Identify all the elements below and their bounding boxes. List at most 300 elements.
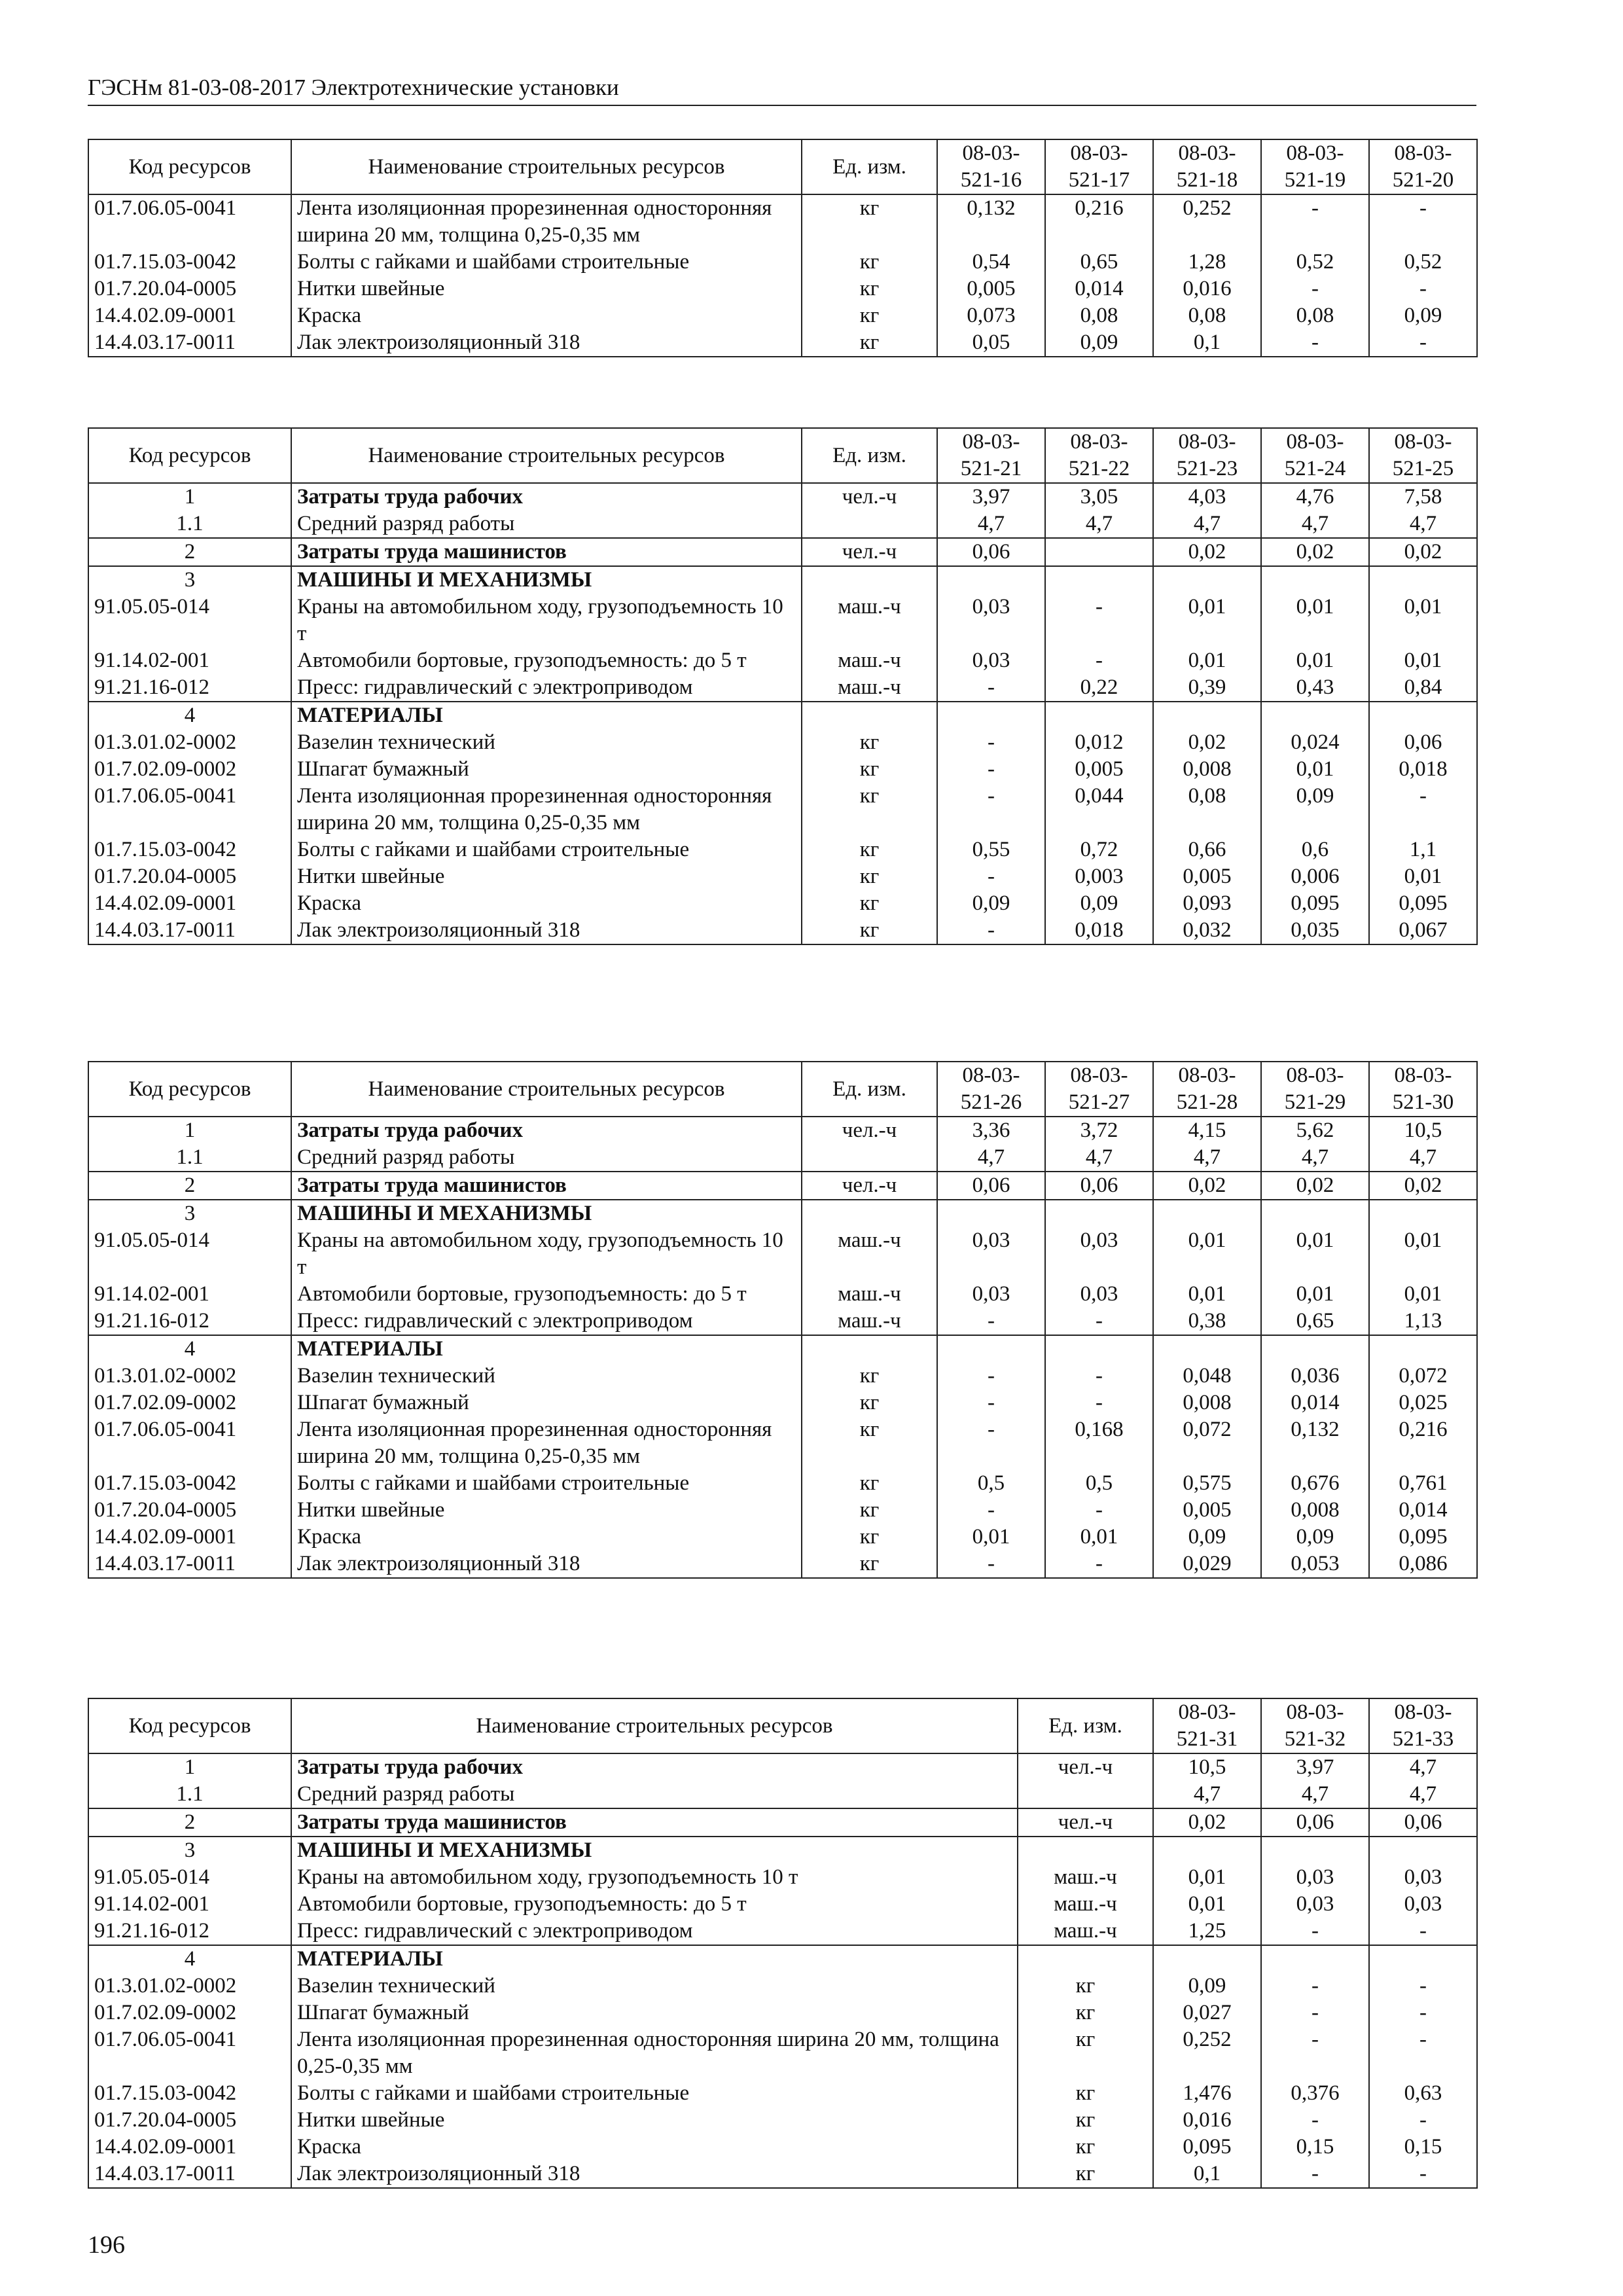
resource-value: 0,032 [1153,917,1261,944]
resource-value [1261,1837,1369,1864]
resource-unit [1018,1945,1153,1973]
resource-name: Затраты труда машинистов [291,1808,1018,1837]
resource-code: 4 [88,1335,291,1363]
resource-value: 3,72 [1045,1117,1153,1144]
resource-code: 2 [88,1808,291,1837]
resource-value: 4,7 [1045,1144,1153,1172]
resource-value [1153,566,1261,594]
header-column: 08-03-521-27 [1045,1062,1153,1117]
resource-value: 0,02 [1261,1172,1369,1200]
resource-unit: маш.-ч [1018,1918,1153,1945]
resource-value: 0,01 [1153,1891,1261,1918]
resource-value: - [937,674,1045,702]
resource-unit: маш.-ч [1018,1891,1153,1918]
table-row [88,1837,1477,1864]
resource-value: 0,024 [1261,729,1369,756]
resource-unit: кг [1018,2080,1153,2107]
resource-value: 0,06 [1261,1808,1369,1837]
resource-value [1261,566,1369,594]
resource-value: 3,97 [1261,1753,1369,1781]
resource-name: Лак электроизоляционный 318 [291,329,802,357]
resource-value: 4,7 [937,1144,1045,1172]
resource-value: 0,252 [1153,194,1261,249]
resource-value: - [1261,276,1369,302]
header-column: 08-03-521-28 [1153,1062,1261,1117]
resource-unit: кг [802,756,937,783]
resource-unit: чел.-ч [802,483,937,511]
resource-value: 0,252 [1153,2026,1261,2080]
header-column: 08-03-521-26 [937,1062,1045,1117]
resource-unit: чел.-ч [1018,1753,1153,1781]
resource-code: 01.7.15.03-0042 [88,836,291,863]
resource-code: 1.1 [88,1144,291,1172]
resource-name: Автомобили бортовые, грузоподъемность: до 5 т [291,1891,1018,1918]
resource-value: 0,15 [1369,2134,1477,2161]
resource-value: - [1369,2026,1477,2080]
resource-value: 4,7 [1153,511,1261,538]
resource-value [1369,702,1477,729]
resource-value [1153,1335,1261,1363]
resource-unit: маш.-ч [802,674,937,702]
resource-value: 0,02 [1261,538,1369,566]
resource-value: 0,01 [1261,647,1369,674]
table-row [88,276,1477,302]
resource-value: 0,01 [1153,1227,1261,1281]
resource-value: 0,03 [1261,1891,1369,1918]
resource-value: 0,08 [1153,302,1261,329]
header-column: 08-03-521-32 [1261,1698,1369,1753]
header-code: Код ресурсов [88,428,291,483]
resource-name: Шпагат бумажный [291,1390,802,1416]
table-row [88,1551,1477,1578]
resource-code: 01.7.02.09-0002 [88,2000,291,2026]
resource-value [1261,1200,1369,1227]
resource-value: 0,09 [1045,890,1153,917]
resource-unit: кг [802,1470,937,1497]
resource-value [1045,1335,1153,1363]
resource-value [937,702,1045,729]
resource-unit [1018,1781,1153,1808]
resource-value: 0,5 [1045,1470,1153,1497]
resource-value: 1,1 [1369,836,1477,863]
resource-value: 0,036 [1261,1363,1369,1390]
resource-value: - [937,1390,1045,1416]
resource-table-1 [88,139,1478,357]
resource-name: Средний разряд работы [291,1781,1018,1808]
resource-value: 3,05 [1045,483,1153,511]
header-code: Код ресурсов [88,1062,291,1117]
table-row [88,1117,1477,1144]
resource-value: 7,58 [1369,483,1477,511]
resource-value [1153,1945,1261,1973]
table-row [88,1390,1477,1416]
resource-unit: кг [802,1524,937,1551]
resource-unit: маш.-ч [802,1281,937,1308]
resource-value: - [1045,1308,1153,1335]
resource-unit: чел.-ч [802,1172,937,1200]
resource-code: 14.4.03.17-0011 [88,329,291,357]
resource-unit: кг [802,249,937,276]
resource-name: Лента изоляционная прорезиненная односторонняя ширина 20 мм, толщина 0,25-0,35 мм [291,2026,1018,2080]
resource-name: Болты с гайками и шайбами строительные [291,1470,802,1497]
resource-value: 0,376 [1261,2080,1369,2107]
resource-value: 0,216 [1045,194,1153,249]
resource-value: 0,005 [1153,1497,1261,1524]
resource-code: 3 [88,1837,291,1864]
table-row [88,1524,1477,1551]
resource-value: 0,01 [1153,1281,1261,1308]
resource-value: 4,7 [1261,1144,1369,1172]
resource-code: 01.7.20.04-0005 [88,1497,291,1524]
resource-value: 1,28 [1153,249,1261,276]
resource-value: - [937,917,1045,944]
resource-value: - [1261,2161,1369,2188]
resource-value: 0,02 [1369,1172,1477,1200]
resource-unit [802,702,937,729]
resource-code: 01.7.06.05-0041 [88,2026,291,2080]
resource-value: 0,1 [1153,2161,1261,2188]
resource-value: 0,08 [1045,302,1153,329]
resource-value [1045,538,1153,566]
resource-name: Пресс: гидравлический с электроприводом [291,1918,1018,1945]
resource-code: 91.21.16-012 [88,1308,291,1335]
table-row [88,566,1477,594]
resource-value: 0,03 [937,1281,1045,1308]
resource-code: 14.4.02.09-0001 [88,890,291,917]
resource-value: - [1369,1918,1477,1945]
resource-value [1369,1837,1477,1864]
resource-value: 0,095 [1369,890,1477,917]
resource-value: 0,06 [1369,729,1477,756]
resource-unit: кг [1018,1973,1153,2000]
resource-value: - [1369,2107,1477,2134]
resource-code: 3 [88,566,291,594]
table-row [88,511,1477,538]
resource-name: Автомобили бортовые, грузоподъемность: до 5 т [291,1281,802,1308]
table-row [88,1781,1477,1808]
table-row [88,329,1477,357]
page-number: 196 [88,2231,125,2259]
resource-value: 1,25 [1153,1918,1261,1945]
resource-value: 0,06 [937,1172,1045,1200]
resource-unit: чел.-ч [802,1117,937,1144]
resource-code: 01.7.20.04-0005 [88,2107,291,2134]
resource-name: МАШИНЫ И МЕХАНИЗМЫ [291,566,802,594]
resource-value: 4,7 [1369,1781,1477,1808]
resource-code: 01.7.06.05-0041 [88,783,291,836]
resource-name: Лак электроизоляционный 318 [291,2161,1018,2188]
resource-name: Средний разряд работы [291,1144,802,1172]
resource-value: 0,016 [1153,276,1261,302]
resource-code: 91.05.05-014 [88,1227,291,1281]
resource-value: 0,01 [1045,1524,1153,1551]
resource-code: 01.7.20.04-0005 [88,863,291,890]
resource-code: 4 [88,702,291,729]
resource-unit: кг [1018,2134,1153,2161]
resource-value: 0,39 [1153,674,1261,702]
resource-code: 1.1 [88,1781,291,1808]
resource-value: 0,01 [1369,863,1477,890]
resource-value: 0,06 [1045,1172,1153,1200]
header-column: 08-03-521-23 [1153,428,1261,483]
resource-value: 0,84 [1369,674,1477,702]
resource-value: 0,5 [937,1470,1045,1497]
resource-value: 0,01 [1261,1227,1369,1281]
resource-value: 0,09 [1153,1973,1261,2000]
resource-value: 3,97 [937,483,1045,511]
resource-name: Болты с гайками и шайбами строительные [291,249,802,276]
resource-value: - [1369,2000,1477,2026]
resource-value: 0,08 [1261,302,1369,329]
resource-value: 0,073 [937,302,1045,329]
resource-value: 0,09 [1261,783,1369,836]
resource-value: 0,761 [1369,1470,1477,1497]
resource-value: 10,5 [1153,1753,1261,1781]
resource-name: Лак электроизоляционный 318 [291,1551,802,1578]
resource-code: 01.7.02.09-0002 [88,1390,291,1416]
resource-value: 0,03 [1369,1891,1477,1918]
table-row [88,1144,1477,1172]
resource-value [937,566,1045,594]
resource-code: 91.14.02-001 [88,1281,291,1308]
resource-unit: маш.-ч [802,647,937,674]
resource-name: Нитки швейные [291,1497,802,1524]
resource-value: 4,76 [1261,483,1369,511]
resource-name: Пресс: гидравлический с электроприводом [291,1308,802,1335]
resource-value: 0,575 [1153,1470,1261,1497]
resource-unit [1018,1837,1153,1864]
resource-value [937,1335,1045,1363]
resource-value: 1,476 [1153,2080,1261,2107]
table-row [88,2107,1477,2134]
resource-value: - [937,1497,1045,1524]
table-row [88,2026,1477,2080]
resource-name: Краска [291,890,802,917]
resource-value [1261,702,1369,729]
resource-value: 0,09 [1045,329,1153,357]
table-row [88,1172,1477,1200]
resource-code: 01.7.06.05-0041 [88,1416,291,1470]
resource-value: 0,6 [1261,836,1369,863]
header-unit: Ед. изм. [1018,1698,1153,1753]
resource-value: 0,01 [1153,594,1261,647]
header-unit: Ед. изм. [802,428,937,483]
resource-value: 0,132 [937,194,1045,249]
table-row [88,1470,1477,1497]
table-row [88,1753,1477,1781]
resource-value: - [1261,1973,1369,2000]
table-row [88,1918,1477,1945]
resource-value: - [1369,194,1477,249]
resource-value: 0,09 [1369,302,1477,329]
header-code: Код ресурсов [88,1698,291,1753]
table-row [88,2000,1477,2026]
resource-value: 0,044 [1045,783,1153,836]
resource-value: 4,7 [1369,511,1477,538]
resource-name: Затраты труда рабочих [291,483,802,511]
table-row [88,1308,1477,1335]
table-row [88,836,1477,863]
table-row [88,756,1477,783]
resource-value: - [937,1308,1045,1335]
resource-code: 91.14.02-001 [88,1891,291,1918]
resource-value: - [1045,1363,1153,1390]
resource-code: 01.7.15.03-0042 [88,249,291,276]
resource-value: 0,03 [937,647,1045,674]
resource-value: 0,03 [1369,1864,1477,1891]
table-row [88,1363,1477,1390]
resource-unit: кг [802,729,937,756]
table-row [88,302,1477,329]
resource-name: Шпагат бумажный [291,2000,1018,2026]
resource-value [1045,1200,1153,1227]
table-row [88,2134,1477,2161]
resource-value [1045,702,1153,729]
table-row [88,2161,1477,2188]
resource-unit: кг [1018,2026,1153,2080]
table-row [88,538,1477,566]
header-column: 08-03-521-29 [1261,1062,1369,1117]
resource-value: 0,014 [1369,1497,1477,1524]
resource-value: 4,15 [1153,1117,1261,1144]
resource-value: 0,01 [1261,594,1369,647]
resource-value [1369,1335,1477,1363]
resource-value: 1,13 [1369,1308,1477,1335]
resource-code: 91.21.16-012 [88,1918,291,1945]
header-column: 08-03-521-25 [1369,428,1477,483]
resource-value: - [1261,1918,1369,1945]
table-row [88,1281,1477,1308]
resource-unit: кг [802,836,937,863]
table-row [88,594,1477,647]
resource-name: Средний разряд работы [291,511,802,538]
resource-table-4 [88,1698,1478,2189]
table-row [88,674,1477,702]
table-row [88,702,1477,729]
resource-name: Нитки швейные [291,2107,1018,2134]
resource-unit: кг [1018,2000,1153,2026]
table-row [88,483,1477,511]
resource-unit: кг [802,917,937,944]
resource-name: Затраты труда рабочих [291,1117,802,1144]
resource-value: - [1261,2107,1369,2134]
header-column: 08-03-521-30 [1369,1062,1477,1117]
table-row [88,729,1477,756]
resource-unit: кг [802,276,937,302]
resource-name: Лента изоляционная прорезиненная односторонняя ширина 20 мм, толщина 0,25-0,35 мм [291,783,802,836]
resource-value: - [1261,329,1369,357]
resource-unit: маш.-ч [802,1308,937,1335]
resource-unit: маш.-ч [802,1227,937,1281]
resource-table-3 [88,1061,1478,1579]
resource-value: 0,016 [1153,2107,1261,2134]
resource-value: 4,7 [1153,1144,1261,1172]
resource-code: 14.4.03.17-0011 [88,917,291,944]
resource-value: 5,62 [1261,1117,1369,1144]
header-column: 08-03-521-17 [1045,139,1153,194]
resource-value: 0,15 [1261,2134,1369,2161]
resource-value: 0,01 [937,1524,1045,1551]
resource-code: 1.1 [88,511,291,538]
resource-code: 1 [88,483,291,511]
resource-value: 4,7 [1261,1781,1369,1808]
header-unit: Ед. изм. [802,139,937,194]
resource-unit: кг [802,1363,937,1390]
resource-value: 0,018 [1045,917,1153,944]
resource-code: 2 [88,538,291,566]
resource-value: 0,05 [937,329,1045,357]
resource-value: - [1369,783,1477,836]
resource-value: 0,086 [1369,1551,1477,1578]
resource-code: 01.7.20.04-0005 [88,276,291,302]
resource-value [1153,1200,1261,1227]
resource-name: Болты с гайками и шайбами строительные [291,2080,1018,2107]
table-row [88,863,1477,890]
resource-name: МАТЕРИАЛЫ [291,1335,802,1363]
table-row [88,1335,1477,1363]
resource-value: 0,02 [1153,1808,1261,1837]
resource-value: 0,01 [1369,1281,1477,1308]
resource-code: 14.4.03.17-0011 [88,1551,291,1578]
resource-code: 4 [88,1945,291,1973]
resource-unit [802,511,937,538]
resource-value: 0,72 [1045,836,1153,863]
resource-unit: кг [802,863,937,890]
resource-unit: кг [802,302,937,329]
resource-value: 4,03 [1153,483,1261,511]
resource-unit [802,1144,937,1172]
resource-value [1153,1837,1261,1864]
header-name: Наименование строительных ресурсов [291,1062,802,1117]
resource-name: Краска [291,2134,1018,2161]
resource-value: 0,66 [1153,836,1261,863]
resource-value: - [1369,2161,1477,2188]
resource-unit: кг [802,890,937,917]
table-row [88,1200,1477,1227]
table-row [88,2080,1477,2107]
resource-unit: кг [802,329,937,357]
resource-value: 0,03 [1045,1227,1153,1281]
table-row [88,1864,1477,1891]
resource-value: 0,52 [1369,249,1477,276]
resource-code: 01.3.01.02-0002 [88,1973,291,2000]
resource-code: 91.05.05-014 [88,1864,291,1891]
resource-value: 0,029 [1153,1551,1261,1578]
resource-unit [802,1335,937,1363]
resource-value: 0,048 [1153,1363,1261,1390]
resource-value: 4,7 [1369,1753,1477,1781]
resource-name: Краны на автомобильном ходу, грузоподъемность 10 т [291,1864,1018,1891]
resource-value: 0,035 [1261,917,1369,944]
resource-value: 0,132 [1261,1416,1369,1470]
resource-value: - [1045,1390,1153,1416]
resource-code: 01.3.01.02-0002 [88,729,291,756]
resource-value: - [1045,647,1153,674]
resource-value: 0,03 [1045,1281,1153,1308]
resource-value: - [1045,1497,1153,1524]
resource-unit: кг [802,194,937,249]
resource-code: 14.4.03.17-0011 [88,2161,291,2188]
resource-value: - [1369,1973,1477,2000]
resource-value [1369,1945,1477,1973]
resource-name: Краны на автомобильном ходу, грузоподъемность 10 т [291,1227,802,1281]
resource-value [937,1200,1045,1227]
resource-name: Пресс: гидравлический с электроприводом [291,674,802,702]
resource-value: 0,09 [1153,1524,1261,1551]
resource-name: Краска [291,1524,802,1551]
resource-code: 01.7.02.09-0002 [88,756,291,783]
resource-code: 14.4.02.09-0001 [88,1524,291,1551]
